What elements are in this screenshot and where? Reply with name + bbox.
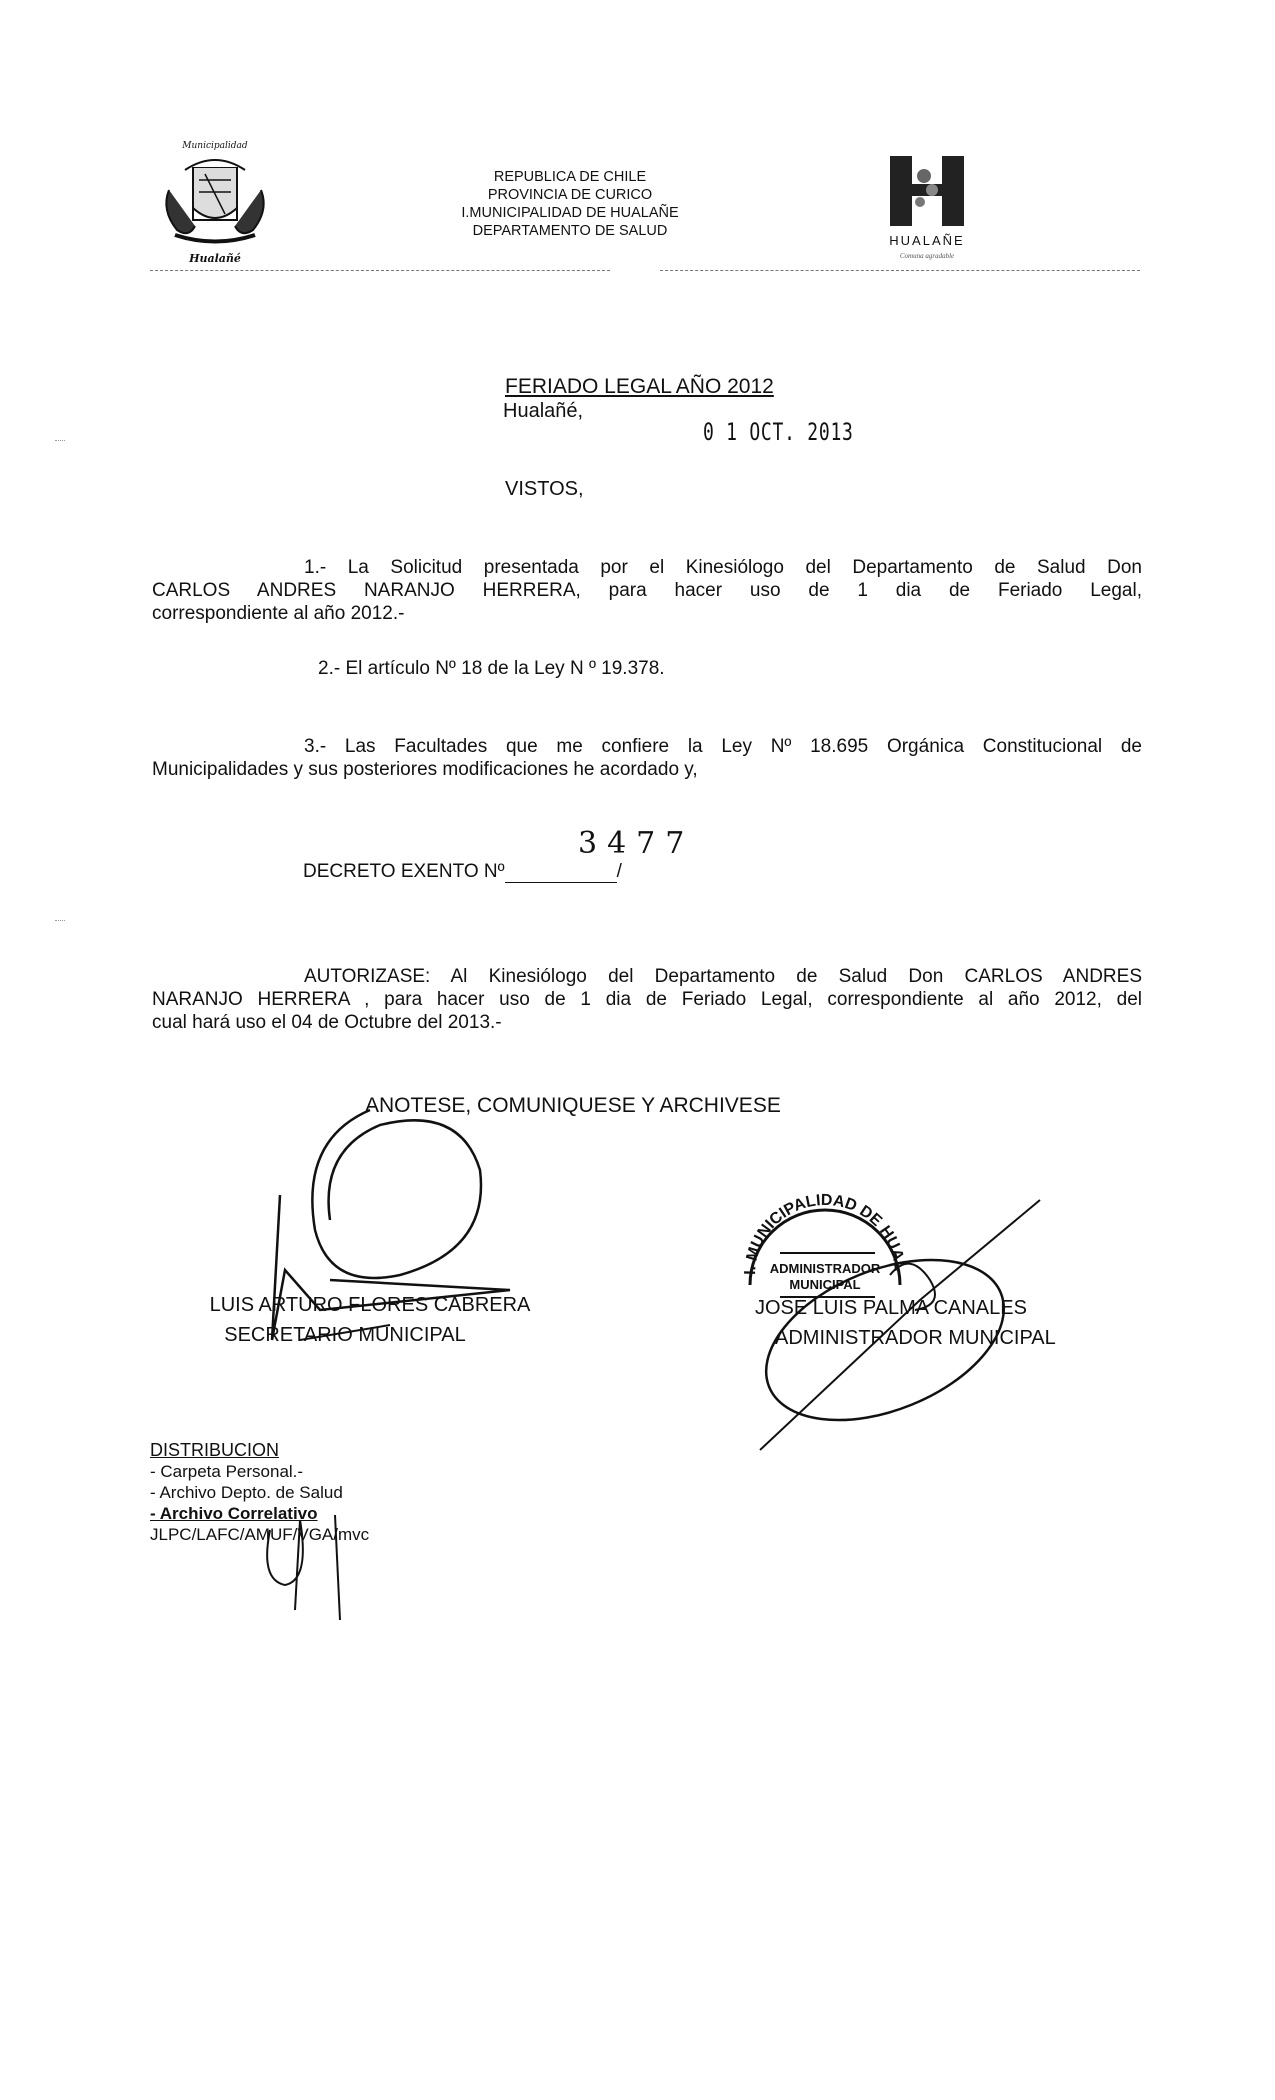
decree-suffix: / <box>616 861 622 882</box>
logo-name-text: HUALAÑE <box>889 233 965 248</box>
header-line-department: DEPARTAMENTO DE SALUD <box>472 223 668 239</box>
margin-mark-1 <box>55 440 65 441</box>
distribution-item-archivo-salud: - Archivo Depto. de Salud <box>150 1483 343 1502</box>
distribution-item-archivo-correlativo: - Archivo Correlativo <box>150 1504 318 1523</box>
decree-label <box>303 860 622 883</box>
hualane-brand-logo <box>880 150 1000 265</box>
crest-bottom-text: Hualañé <box>189 252 241 265</box>
vistos-heading: VISTOS, <box>505 478 584 500</box>
closing-formula: ANOTESE, COMUNIQUESE Y ARCHIVESE <box>365 1094 781 1117</box>
document-place: Hualañé, <box>503 400 584 422</box>
document-title: FERIADO LEGAL AÑO 2012 <box>505 375 774 398</box>
distribution-item-carpeta: - Carpeta Personal.- <box>150 1462 304 1481</box>
paragraph-1-line-1: 1.- La Solicitud presentada por el Kinesiólogo del Departamento de Salud Don <box>304 557 1142 578</box>
autorizase-line-1: AUTORIZASE: Al Kinesiólogo del Departamento de Salud Don CARLOS ANDRES <box>304 966 1142 987</box>
seal-center-line-1: ADMINISTRADOR <box>769 1261 881 1276</box>
paragraph-3 <box>152 735 1142 781</box>
logo-tagline-text: Comuna agradable <box>899 252 955 260</box>
margin-mark-2 <box>55 920 65 921</box>
header-line-municipality: I.MUNICIPALIDAD DE HUALAÑE <box>461 205 679 221</box>
header-divider-right <box>660 270 1140 271</box>
crest-icon <box>155 130 275 270</box>
right-signature-scribble <box>740 1180 1070 1470</box>
decree-blank-line <box>505 864 617 883</box>
date-stamp: 0 1 OCT. 2013 <box>703 418 854 446</box>
paragraph-1-line-3: correspondiente al año 2012.- <box>152 603 405 624</box>
paragraph-3-line-1: 3.- Las Facultades que me confiere la Ley Nº 18.695 Orgánica Constitucional de <box>304 736 1142 757</box>
header-line-country: REPUBLICA DE CHILE <box>493 169 647 185</box>
header-institution-block <box>420 168 720 240</box>
seal-center-line-2: MUNICIPAL <box>789 1277 861 1292</box>
crest-top-text: Municipalidad <box>182 141 248 151</box>
hualane-h-icon <box>880 150 1000 265</box>
decree-number-stamp: 3477 <box>578 826 695 861</box>
header-divider-left <box>150 270 610 271</box>
municipal-crest-logo <box>155 130 275 270</box>
decree-label-text: DECRETO EXENTO Nº <box>303 861 505 882</box>
left-signatory-name: LUIS ARTURO FLORES CABRERA <box>209 1294 531 1316</box>
paragraph-2: 2.- El artículo Nº 18 de la Ley N º 19.378. <box>318 658 665 679</box>
paragraph-1 <box>152 556 1142 625</box>
header-line-province: PROVINCIA DE CURICO <box>487 187 653 203</box>
paragraph-3-line-2: Municipalidades y sus posteriores modificaciones he acordado y, <box>152 759 698 780</box>
distribution-heading: DISTRIBUCION <box>150 1440 280 1460</box>
paragraph-1-line-2: CARLOS ANDRES NARANJO HERRERA, para hacer uso de 1 dia de Feriado Legal, <box>152 580 1142 601</box>
left-signatory-title: SECRETARIO MUNICIPAL <box>224 1324 466 1346</box>
seal-ring-textpath: I. MUNICIPALIDAD DE HUALAÑE <box>719 1152 908 1276</box>
left-signature-scribble <box>260 1100 540 1360</box>
autorizase-line-3: cual hará uso el 04 de Octubre del 2013.- <box>152 1012 502 1033</box>
distribution-initials: JLPC/LAFC/AMUF/VGA/mvc <box>150 1525 370 1544</box>
autorizase-block <box>152 965 1142 1034</box>
right-signatory-name: JOSE LUIS PALMA CANALES <box>755 1297 1027 1319</box>
initials-signature-scribble <box>240 1500 370 1630</box>
autorizase-line-2: NARANJO HERRERA , para hacer uso de 1 dia de Feriado Legal, correspondiente al año 2012, del <box>152 989 1142 1010</box>
right-signatory-title: ADMINISTRADOR MUNICIPAL <box>775 1327 1056 1349</box>
